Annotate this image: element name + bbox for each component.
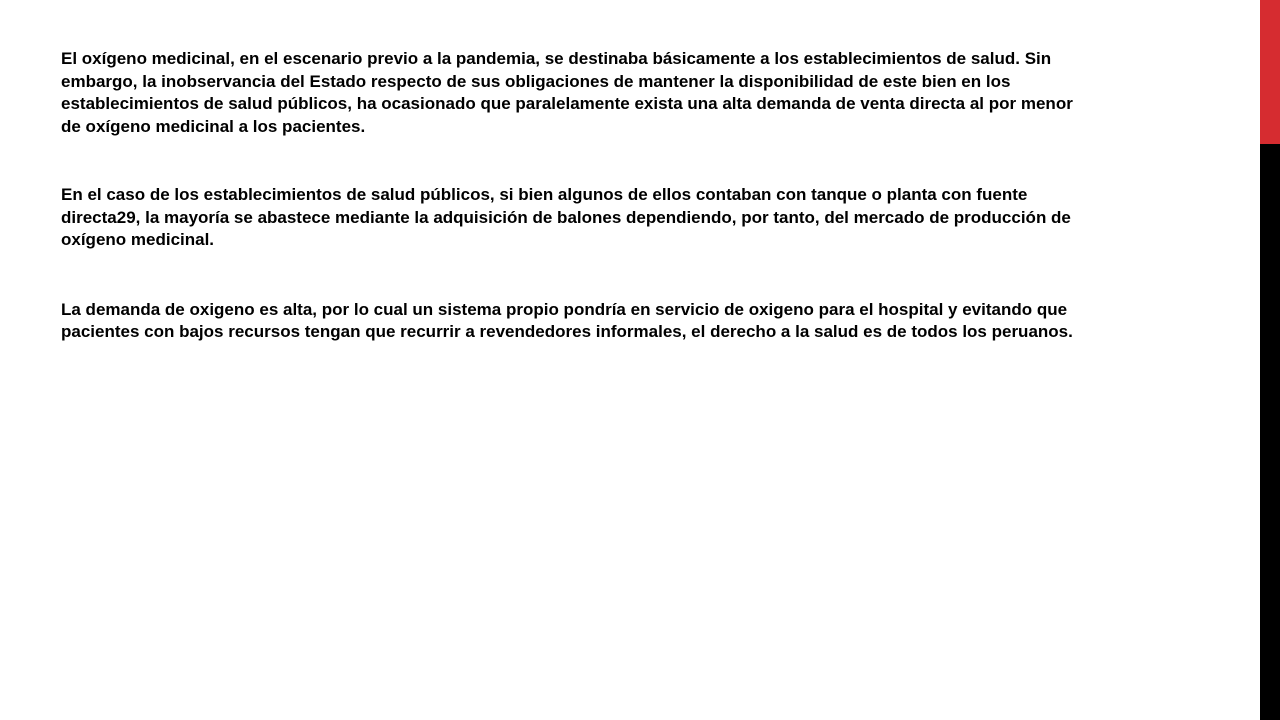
paragraph-oxygen-demand: La demanda de oxigeno es alta, por lo cual un sistema propio pondría en servicio de oxigeno para el hospital y evitando que pacientes con bajos recursos tengan que recurrir a revendedores informales, el derecho a la salud es de todos los peruanos. xyxy=(61,299,1073,341)
side-bar xyxy=(1260,0,1280,720)
side-bar-black-base xyxy=(1260,144,1280,720)
paragraph-oxygen-context: El oxígeno medicinal, en el escenario previo a la pandemia, se destinaba básicamente a los establecimientos de salud. Sin embargo, la inobservancia del Estado respecto de sus obligaciones de mantener la disponibilidad de este bien en los establecimientos de salud públicos, ha ocasionado que paralelamente exista una alta demanda de venta directa al por menor de oxígeno medicinal a los pacientes. xyxy=(61,49,1073,136)
paragraph-public-facilities: En el caso de los establecimientos de salud públicos, si bien algunos de ellos contaban con tanque o planta con fuente directa29, la mayoría se abastece mediante la adquisición de balones dependiendo, por tanto, del mercado de producción de oxígeno medicinal. xyxy=(61,185,1071,249)
slide-content xyxy=(61,48,1091,344)
side-bar-red-accent xyxy=(1260,0,1280,144)
